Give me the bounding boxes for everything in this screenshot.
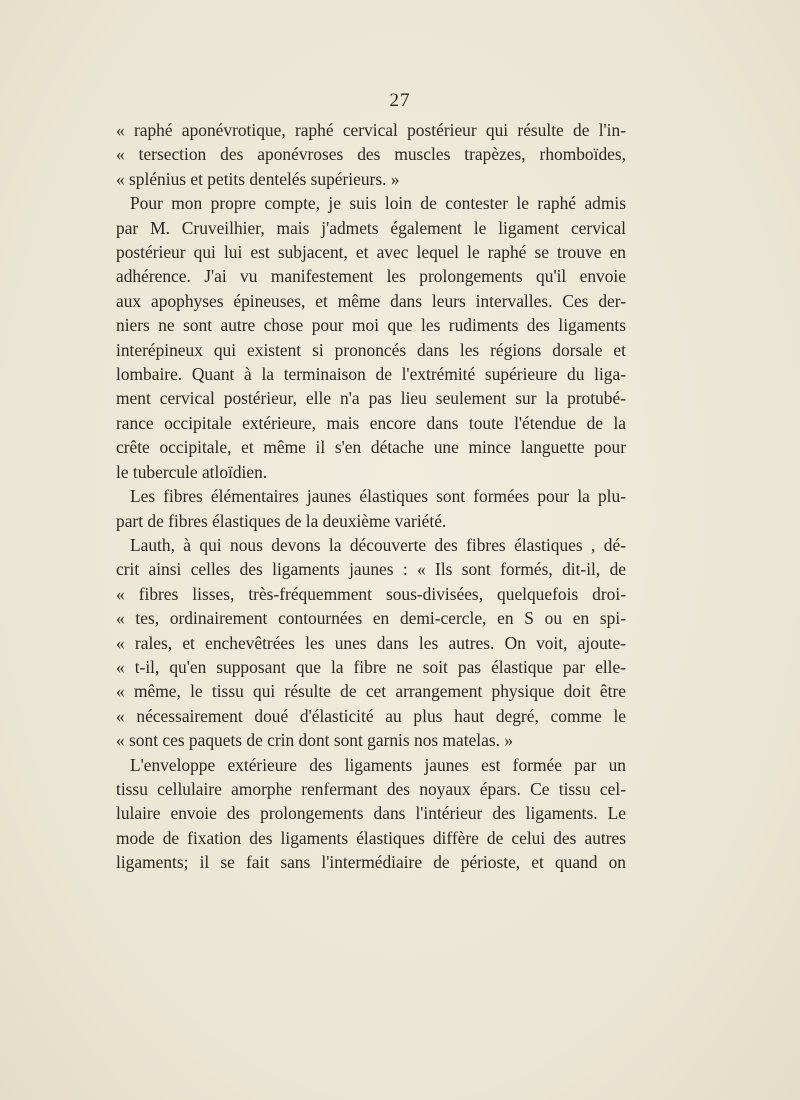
text-line: lombaire. Quant à la terminaison de l'extrémité supérieure du liga-: [116, 364, 626, 385]
text-line: « t-il, qu'en supposant que la fibre ne soit pas élastique par elle-: [116, 656, 626, 677]
text-line: ment cervical postérieur, elle n'a pas lieu seulement sur la protubé-: [116, 388, 626, 409]
text-line: niers ne sont autre chose pour moi que les rudiments des ligaments: [116, 315, 626, 336]
text-line: interépineux qui existent si prononcés dans les régions dorsale et: [116, 339, 626, 360]
text-line: « splénius et petits dentelés supérieurs. »: [116, 168, 400, 189]
text-line: « tes, ordinairement contournées en demi-cercle, en S ou en spi-: [116, 608, 626, 629]
text-line: « sont ces paquets de crin dont sont garnis nos matelas. »: [116, 730, 514, 751]
text-line: crête occipitale, et même il s'en détache une mince languette pour: [116, 437, 626, 458]
text-line: « rales, et enchevêtrées les unes dans les autres. On voit, ajoute-: [116, 632, 626, 653]
text-line: aux apophyses épineuses, et même dans leurs intervalles. Ces der-: [116, 290, 626, 311]
text-line: par M. Cruveilhier, mais j'admets également le ligament cervical: [116, 217, 626, 238]
text-line: « même, le tissu qui résulte de cet arrangement physique doit être: [116, 681, 626, 702]
text-line: le tubercule atloïdien.: [116, 461, 268, 482]
text-line: crit ainsi celles des ligaments jaunes : « Ils sont formés, dit-il, de: [116, 559, 626, 580]
text-line: postérieur qui lui est subjacent, et avec lequel le raphé se trouve en: [116, 242, 626, 263]
text-line: Pour mon propre compte, je suis loin de contester le raphé admis: [130, 193, 626, 214]
text-line: adhérence. J'ai vu manifestement les prolongements qu'il envoie: [116, 266, 626, 287]
text-line: L'enveloppe extérieure des ligaments jaunes est formée par un: [130, 754, 626, 775]
body-text: [116, 118, 626, 875]
text-line: Les fibres élémentaires jaunes élastiques sont formées pour la plu-: [130, 486, 626, 507]
text-line: ligaments; il se fait sans l'intermédiaire de périoste, et quand on: [116, 852, 626, 873]
text-line: rance occipitale extérieure, mais encore dans toute l'étendue de la: [116, 412, 626, 433]
text-line: « fibres lisses, très-fréquemment sous-divisées, quelquefois droi-: [116, 583, 626, 604]
text-line: « tersection des aponévroses des muscles trapèzes, rhomboïdes,: [116, 144, 626, 165]
text-line: « raphé aponévrotique, raphé cervical postérieur qui résulte de l'in-: [116, 120, 626, 140]
page-number: 27: [389, 90, 411, 111]
text-line: lulaire envoie des prolongements dans l'intérieur des ligaments. Le: [116, 803, 626, 824]
text-line: Lauth, à qui nous devons la découverte des fibres élastiques , dé-: [130, 534, 626, 555]
text-line: tissu cellulaire amorphe renfermant des noyaux épars. Ce tissu cel-: [116, 778, 626, 799]
text-line: mode de fixation des ligaments élastiques diffère de celui des autres: [116, 827, 626, 848]
text-line: part de fibres élastiques de la deuxième variété.: [116, 510, 447, 531]
text-line: « nécessairement doué d'élasticité au plus haut degré, comme le: [116, 705, 626, 726]
